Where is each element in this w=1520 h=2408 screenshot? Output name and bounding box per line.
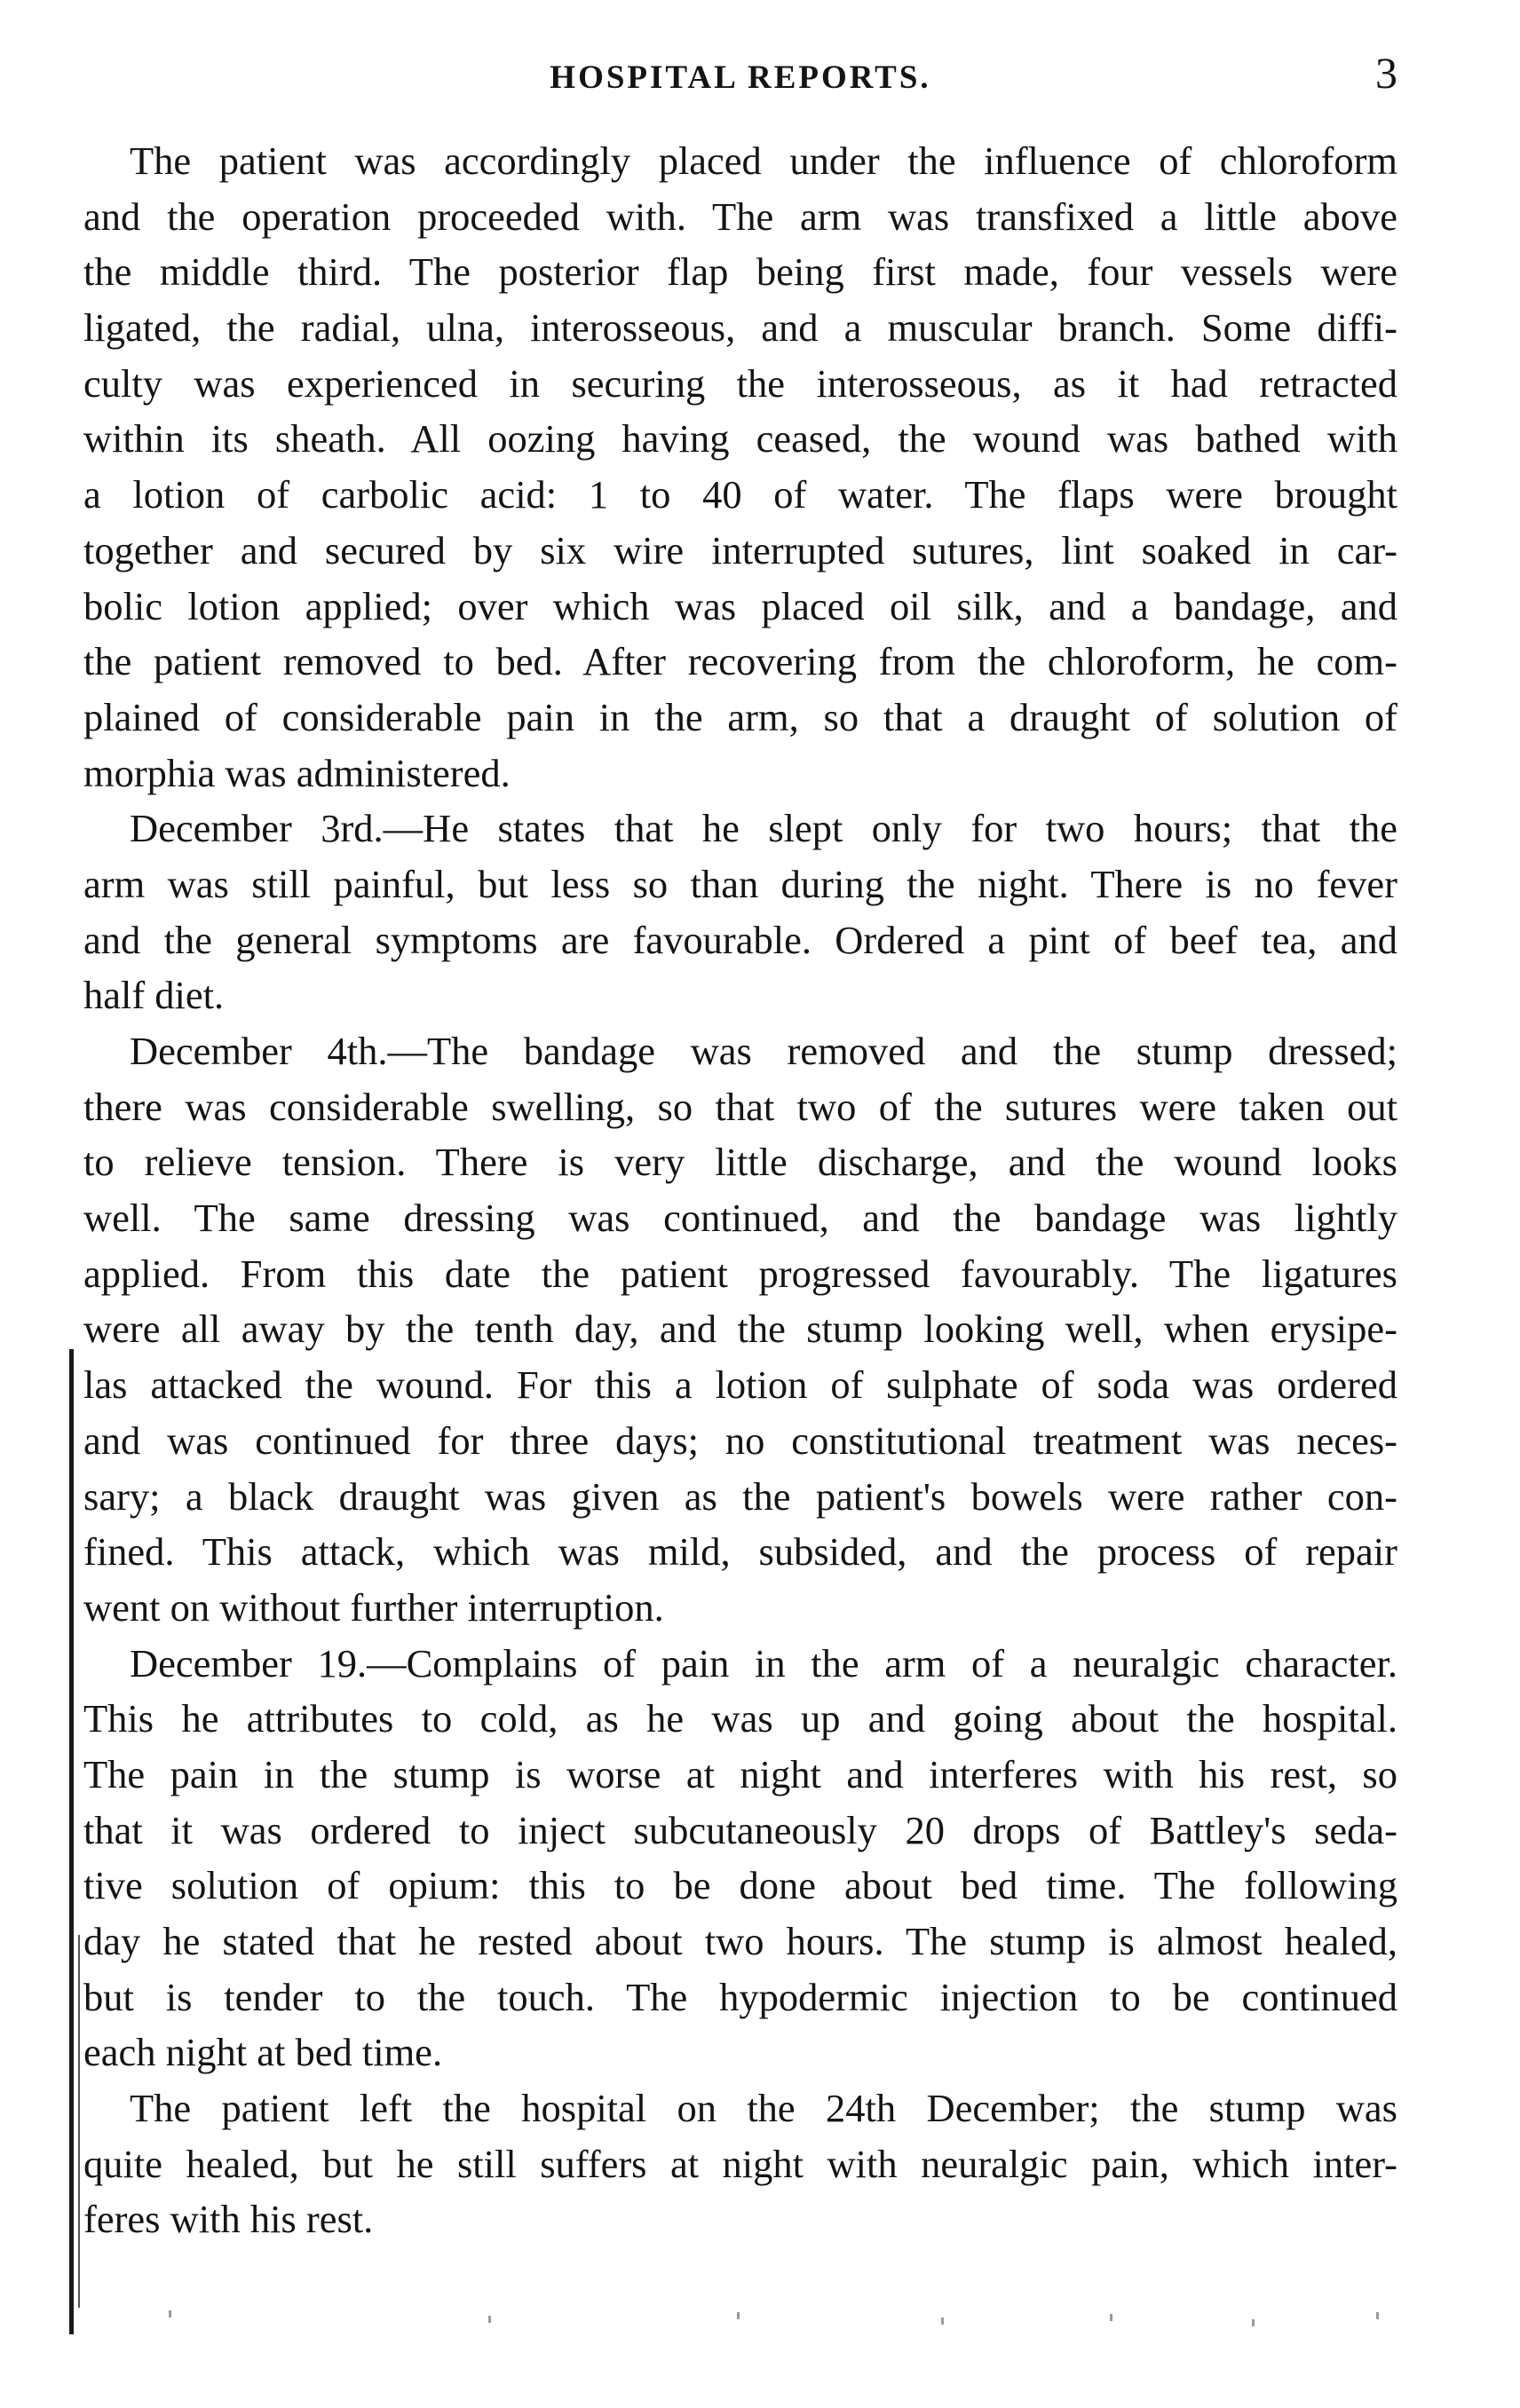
body-text	[83, 133, 1397, 2247]
text-line: half diet.	[83, 973, 225, 1018]
text-line: the middle third. The posterior flap being first made, four vessels were	[83, 249, 1397, 295]
text-line: bolic lotion applied; over which was placed oil silk, and a bandage, and	[83, 583, 1397, 628]
text-line: fined. This attack, which was mild, subsided, and the process of repair	[83, 1529, 1397, 1575]
text-line: and was continued for three days; no constitutional treatment was neces-	[83, 1417, 1397, 1463]
text-line: December 3rd.—He states that he slept only for two hours; that the	[130, 806, 1397, 851]
scan-speck	[169, 2310, 171, 2317]
text-line: December 4th.—The bandage was removed and the stump dressed;	[130, 1029, 1397, 1073]
text-line: las attacked the wound. For this a lotion of sulphate of soda was ordered	[83, 1362, 1397, 1408]
page-number: 3	[1375, 48, 1397, 98]
scan-speck	[1110, 2314, 1112, 2321]
text-line: morphia was administered.	[83, 750, 511, 795]
text-line: a lotion of carbolic acid: 1 to 40 of water. The flaps were brought	[83, 472, 1397, 517]
scan-speck	[1252, 2319, 1255, 2326]
text-line: applied. From this date the patient progressed favourably. The ligatures	[83, 1251, 1397, 1296]
text-line: This he attributes to cold, as he was up and going about the hospital.	[83, 1696, 1397, 1741]
text-line: The patient was accordingly placed under the influence of chloroform	[130, 138, 1397, 183]
text-line: sary; a black draught was given as the patient's bowels were rather con-	[83, 1473, 1397, 1519]
text-line: ligated, the radial, ulna, interosseous, and a muscular branch. Some diffi-	[83, 305, 1397, 351]
text-line: but is tender to the touch. The hypodermic injection to be continued	[83, 1974, 1397, 2019]
scan-specks	[115, 2303, 1403, 2339]
text-line: to relieve tension. There is very little discharge, and the wound looks	[83, 1140, 1397, 1185]
paragraph-december-4th	[83, 1023, 1397, 1636]
text-line: arm was still painful, but less so than during the night. There is no fever	[83, 861, 1397, 906]
text-line: and the general symptoms are favourable. Ordered a pint of beef tea, and	[83, 917, 1397, 962]
text-line: each night at bed time.	[83, 2030, 443, 2075]
scan-speck	[737, 2312, 740, 2319]
text-line: quite healed, but he still suffers at night with neuralgic pain, which inter-	[83, 2141, 1397, 2186]
text-line: The patient left the hospital on the 24th December; the stump was	[130, 2086, 1397, 2131]
text-line: December 19.—Complains of pain in the arm of a neuralgic character.	[130, 1640, 1397, 1686]
text-line: tive solution of opium: this to be done about bed time. The following	[83, 1863, 1397, 1908]
paragraph-operation	[83, 133, 1397, 801]
text-line: the patient removed to bed. After recovering from the chloroform, he com-	[83, 639, 1397, 684]
paragraph-december-3rd	[83, 801, 1397, 1023]
text-line: went on without further interruption.	[83, 1584, 664, 1630]
binding-edge-shadow	[78, 1935, 80, 2308]
text-line: and the operation proceeded with. The arm was transfixed a little above	[83, 193, 1397, 239]
text-line: together and secured by six wire interrupted sutures, lint soaked in car-	[83, 527, 1397, 572]
text-line: day he stated that he rested about two hours. The stump is almost healed,	[83, 1919, 1397, 1963]
running-head	[83, 48, 1397, 105]
text-line: culty was experienced in securing the interosseous, as it had retracted	[83, 360, 1397, 406]
text-line: within its sheath. All oozing having ceased, the wound was bathed with	[83, 416, 1397, 462]
text-line: there was considerable swelling, so that two of the sutures were taken out	[83, 1084, 1397, 1129]
scan-speck	[1376, 2312, 1379, 2319]
running-title: HOSPITAL REPORTS.	[550, 59, 931, 96]
text-line: plained of considerable pain in the arm, so that a draught of solution of	[83, 694, 1397, 739]
paragraph-discharge	[83, 2080, 1397, 2247]
text-line: were all away by the tenth day, and the stump looking well, when erysipe-	[83, 1307, 1397, 1352]
text-line: that it was ordered to inject subcutaneously 20 drops of Battley's seda-	[83, 1807, 1397, 1852]
text-line: The pain in the stump is worse at night and interferes with his rest, so	[83, 1751, 1397, 1796]
binding-edge-mark	[69, 1349, 74, 2334]
scan-speck	[941, 2317, 944, 2325]
text-line: well. The same dressing was continued, and the bandage was lightly	[83, 1196, 1397, 1241]
scan-speck	[488, 2316, 491, 2323]
paragraph-december-19	[83, 1636, 1397, 2081]
text-line: feres with his rest.	[83, 2197, 374, 2242]
